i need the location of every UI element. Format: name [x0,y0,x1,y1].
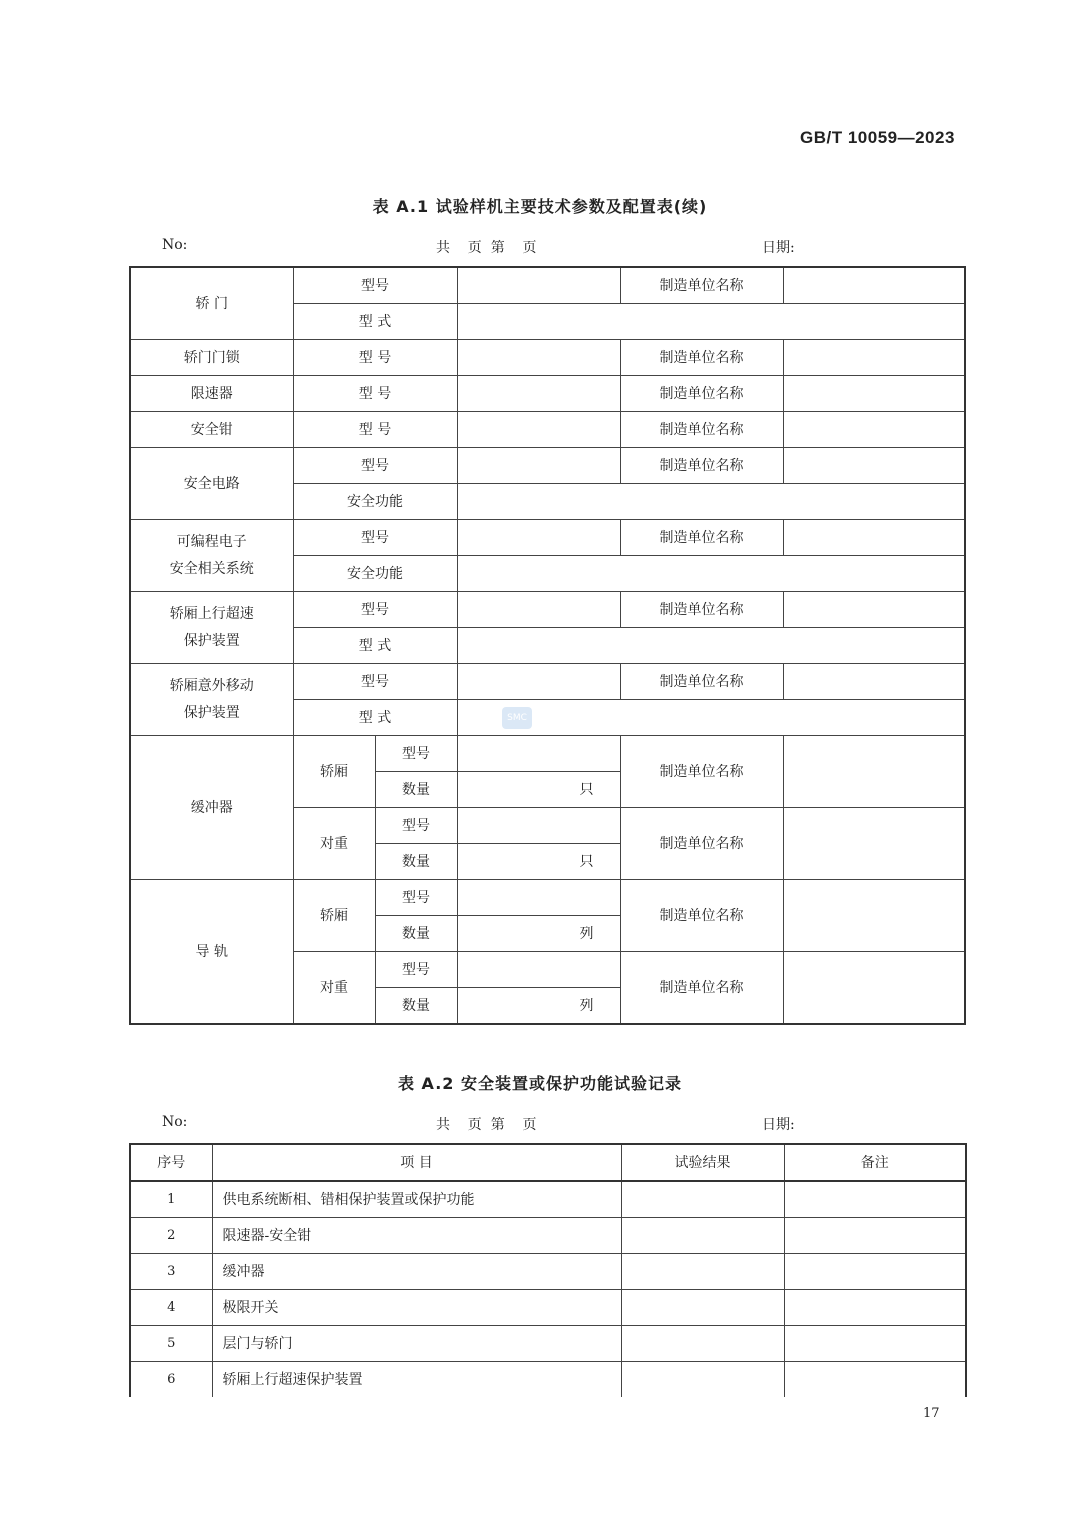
row-no: 4 [130,1290,212,1326]
remark-cell[interactable] [784,1254,966,1290]
row-label-unintended-movement [130,664,293,736]
unit-column[interactable]: 列 [457,988,620,1025]
label-safety-function: 安全功能 [293,484,457,520]
row-item: 限速器-安全钳 [212,1218,621,1254]
row-no: 3 [130,1254,212,1290]
row-label-guide-rail: 导 轨 [130,880,293,1025]
label-maker: 制造单位名称 [620,448,783,484]
remark-cell[interactable] [784,1362,966,1398]
label-qty: 数量 [375,844,457,880]
remark-cell[interactable] [784,1290,966,1326]
remark-cell[interactable] [784,1218,966,1254]
value-cell[interactable] [457,736,620,772]
table-row [130,664,965,700]
row-label-car-door-lock: 轿门门锁 [130,340,293,376]
table-row [130,1181,966,1218]
value-cell[interactable] [457,448,620,484]
table-a1-no: No: [162,237,188,253]
row-label-buffer: 缓冲器 [130,736,293,880]
header-remark: 备注 [784,1144,966,1181]
result-cell[interactable] [621,1290,784,1326]
row-item: 供电系统断相、错相保护装置或保护功能 [212,1181,621,1218]
row-label-line: 安全相关系统 [169,560,254,577]
table-row [130,520,965,556]
table-a2-no: No: [162,1114,188,1130]
row-no: 1 [130,1181,212,1218]
row-item: 极限开关 [212,1290,621,1326]
label-maker: 制造单位名称 [620,412,783,448]
row-item: 轿厢上行超速保护装置 [212,1362,621,1398]
table-row [130,880,965,916]
value-cell[interactable] [457,664,620,700]
row-label-speed-governor: 限速器 [130,376,293,412]
header-no: 序号 [130,1144,212,1181]
label-maker: 制造单位名称 [620,880,783,952]
value-cell[interactable] [457,520,620,556]
row-label-line: 轿厢上行超速 [169,605,254,622]
table-row [130,1254,966,1290]
label-model: 型号 [293,664,457,700]
value-cell[interactable] [783,412,965,448]
row-label-line: 保护装置 [183,632,240,649]
table-row [130,1326,966,1362]
table-a2-date: 日期: [762,1117,795,1133]
label-maker: 制造单位名称 [620,267,783,304]
unit-piece[interactable]: 只 [457,844,620,880]
label-qty: 数量 [375,772,457,808]
value-cell[interactable] [457,592,620,628]
value-cell[interactable] [783,880,965,952]
label-model: 型号 [293,267,457,304]
value-cell[interactable] [783,952,965,1025]
row-label-ascending-overspeed [130,592,293,664]
result-cell[interactable] [621,1218,784,1254]
table-row [130,448,965,484]
label-model: 型号 [293,520,457,556]
watermark-logo: SMC [502,707,532,729]
remark-cell[interactable] [784,1181,966,1218]
table-a1-date: 日期: [762,240,795,256]
label-model: 型号 [375,736,457,772]
value-cell[interactable] [457,484,965,520]
row-no: 6 [130,1362,212,1398]
result-cell[interactable] [621,1362,784,1398]
table-a2 [129,1143,967,1397]
header-item: 项 目 [212,1144,621,1181]
table-row [130,736,965,772]
label-maker: 制造单位名称 [620,736,783,808]
table-header-row [130,1144,966,1181]
value-cell[interactable] [783,808,965,880]
row-label-safety-circuit: 安全电路 [130,448,293,520]
value-cell[interactable] [457,412,620,448]
remark-cell[interactable] [784,1326,966,1362]
table-row [130,1362,966,1398]
row-label-safety-gear: 安全钳 [130,412,293,448]
label-maker: 制造单位名称 [620,520,783,556]
row-label-pessral [130,520,293,592]
label-type: 型 式 [293,628,457,664]
table-row [130,592,965,628]
label-model: 型 号 [293,340,457,376]
table-row [130,376,965,412]
value-cell[interactable] [783,267,965,304]
table-row [130,412,965,448]
value-cell[interactable] [457,808,620,844]
value-cell[interactable] [457,376,620,412]
standard-number: GB/T 10059—2023 [800,128,955,147]
value-cell[interactable] [783,592,965,628]
value-cell[interactable] [783,664,965,700]
table-a2-caption: 表 A.2 安全装置或保护功能试验记录 [397,1074,683,1093]
label-model: 型号 [375,952,457,988]
label-car: 轿厢 [293,736,375,808]
label-maker: 制造单位名称 [620,376,783,412]
label-maker: 制造单位名称 [620,952,783,1025]
table-a2-pages: 共 页 第 页 [436,1117,537,1133]
value-cell[interactable] [457,267,620,304]
label-model: 型 号 [293,412,457,448]
row-label-line: 轿厢意外移动 [169,677,254,694]
table-row [130,267,965,304]
unit-piece[interactable]: 只 [457,772,620,808]
row-no: 2 [130,1218,212,1254]
value-cell[interactable] [457,340,620,376]
label-counterweight: 对重 [293,952,375,1025]
label-car: 轿厢 [293,880,375,952]
result-cell[interactable] [621,1254,784,1290]
value-cell[interactable] [457,304,965,340]
label-type: 型 式 [293,304,457,340]
value-cell[interactable] [457,556,965,592]
result-cell[interactable] [621,1181,784,1218]
unit-column[interactable]: 列 [457,916,620,952]
value-cell[interactable] [783,520,965,556]
label-qty: 数量 [375,916,457,952]
value-cell[interactable] [783,736,965,808]
table-row [130,340,965,376]
row-label-car-door: 轿 门 [130,267,293,340]
label-model: 型号 [375,880,457,916]
header-result: 试验结果 [621,1144,784,1181]
row-label-line: 可编程电子 [176,533,247,550]
row-item: 缓冲器 [212,1254,621,1290]
label-safety-function: 安全功能 [293,556,457,592]
row-label-line: 保护装置 [183,704,240,721]
row-item: 层门与轿门 [212,1326,621,1362]
label-maker: 制造单位名称 [620,592,783,628]
label-type: 型 式 [293,700,457,736]
value-cell[interactable] [457,880,620,916]
result-cell[interactable] [621,1326,784,1362]
value-cell[interactable] [783,340,965,376]
table-a1 [129,266,966,1025]
table-row [130,1218,966,1254]
label-qty: 数量 [375,988,457,1025]
value-cell[interactable] [783,448,965,484]
label-maker: 制造单位名称 [620,340,783,376]
label-model: 型号 [293,592,457,628]
label-maker: 制造单位名称 [620,808,783,880]
label-maker: 制造单位名称 [620,664,783,700]
label-model: 型号 [375,808,457,844]
table-a1-pages: 共 页 第 页 [436,240,537,256]
row-no: 5 [130,1326,212,1362]
label-counterweight: 对重 [293,808,375,880]
value-cell[interactable] [457,952,620,988]
value-cell[interactable] [783,376,965,412]
label-model: 型 号 [293,376,457,412]
table-a1-caption: 表 A.1 试验样机主要技术参数及配置表(续) [372,197,708,216]
value-cell[interactable] [457,700,965,736]
page-number: 17 [923,1406,940,1421]
label-model: 型号 [293,448,457,484]
table-row [130,1290,966,1326]
value-cell[interactable] [457,628,965,664]
